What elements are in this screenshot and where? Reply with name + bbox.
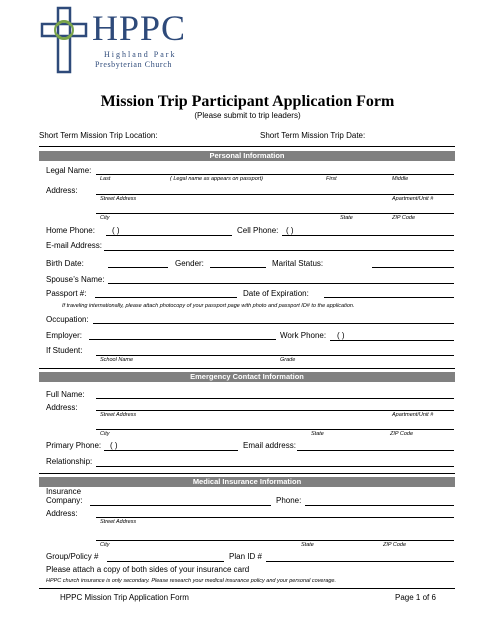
zip-caption: ZIP Code: [390, 431, 414, 437]
home-phone-area: ( ): [112, 226, 120, 235]
group-policy-field[interactable]: [107, 561, 224, 562]
insurance-company-field[interactable]: [90, 505, 271, 506]
school-name-caption: School Name: [100, 357, 134, 363]
employer-label: Employer:: [46, 331, 83, 340]
full-name-field[interactable]: [96, 398, 454, 399]
cross-logo-icon: [40, 6, 88, 74]
plan-id-label: Plan ID #: [229, 552, 262, 561]
logo-name-line2: Presbyterian Church: [95, 60, 172, 69]
marital-status-field[interactable]: [372, 267, 454, 268]
middle-name-caption: Middle: [392, 176, 409, 182]
if-student-label: If Student:: [46, 346, 83, 355]
gender-field[interactable]: [210, 267, 266, 268]
expiration-label: Date of Expiration:: [243, 289, 309, 298]
relationship-field[interactable]: [96, 466, 454, 467]
logo-acronym: HPPC: [92, 8, 187, 48]
insurance-phone-label: Phone:: [276, 496, 302, 505]
birth-date-label: Birth Date:: [46, 259, 84, 268]
state-caption: State: [311, 431, 324, 437]
street-caption: Street Address: [100, 196, 137, 202]
passport-label: Passport #:: [46, 289, 87, 298]
expiration-field[interactable]: [324, 297, 454, 298]
marital-status-label: Marital Status:: [272, 259, 324, 268]
relationship-label: Relationship:: [46, 457, 93, 466]
city-caption: City: [100, 215, 110, 221]
occupation-field[interactable]: [93, 323, 454, 324]
work-phone-area: ( ): [337, 331, 345, 340]
insurance-label-line1: Insurance: [46, 487, 82, 496]
cell-phone-label: Cell Phone:: [237, 226, 279, 235]
apartment-caption: Apartment/Unit #: [392, 412, 434, 418]
form-title: Mission Trip Participant Application Form: [100, 93, 395, 110]
street-caption: Street Address: [100, 519, 137, 525]
occupation-label: Occupation:: [46, 315, 89, 324]
section-divider: [39, 473, 455, 474]
full-name-label: Full Name:: [46, 390, 85, 399]
city-state-zip-field[interactable]: [96, 213, 454, 214]
last-name-caption: Last: [100, 176, 111, 182]
legal-name-label: Legal Name:: [46, 166, 92, 175]
email-label: Email address:: [243, 441, 296, 450]
primary-phone-area: ( ): [110, 441, 118, 450]
passport-field[interactable]: [95, 297, 237, 298]
city-caption: City: [100, 542, 110, 548]
spouse-name-label: Spouse’s Name:: [46, 275, 105, 284]
section-divider: [39, 368, 455, 369]
city-state-zip-field[interactable]: [96, 540, 454, 541]
insurance-card-note: Please attach a copy of both sides of your insurance card: [46, 565, 250, 574]
employer-field[interactable]: [89, 339, 276, 340]
zip-caption: ZIP Code: [392, 215, 416, 221]
state-caption: State: [340, 215, 353, 221]
street-address-field[interactable]: [96, 410, 454, 411]
group-policy-label: Group/Policy #: [46, 552, 99, 561]
work-phone-field[interactable]: [330, 340, 454, 341]
footer-page-number: Page 1 of 6: [395, 593, 436, 602]
work-phone-label: Work Phone:: [280, 331, 327, 340]
address-label: Address:: [46, 509, 78, 518]
insurance-phone-field[interactable]: [305, 505, 454, 506]
cell-phone-area: ( ): [286, 226, 294, 235]
email-field[interactable]: [104, 250, 454, 251]
apartment-caption: Apartment/Unit #: [392, 196, 434, 202]
footer-form-name: HPPC Mission Trip Application Form: [60, 593, 189, 602]
cell-phone-field[interactable]: [282, 235, 454, 236]
trip-location-label: Short Term Mission Trip Location:: [39, 131, 158, 140]
emergency-contact-heading: Emergency Contact Information: [39, 372, 455, 382]
grade-caption: Grade: [280, 357, 296, 363]
primary-phone-field[interactable]: [104, 450, 238, 451]
city-caption: City: [100, 431, 110, 437]
medical-insurance-heading: Medical Insurance Information: [39, 477, 455, 487]
street-address-field[interactable]: [96, 517, 454, 518]
birth-date-field[interactable]: [108, 267, 168, 268]
logo-name-line1: Highland Park: [104, 50, 177, 59]
gender-label: Gender:: [175, 259, 204, 268]
city-state-zip-field[interactable]: [96, 429, 454, 430]
first-name-caption: First: [326, 176, 337, 182]
section-divider: [39, 146, 455, 147]
primary-phone-label: Primary Phone:: [46, 441, 102, 450]
trip-date-label: Short Term Mission Trip Date:: [260, 131, 366, 140]
street-caption: Street Address: [100, 412, 137, 418]
plan-id-field[interactable]: [266, 561, 454, 562]
email-label: E-mail Address:: [46, 241, 103, 250]
street-address-field[interactable]: [96, 194, 454, 195]
address-label: Address:: [46, 186, 78, 195]
footer-divider: [39, 588, 455, 589]
secondary-insurance-note: HPPC church insurance is only secondary. Please research your medical insurance policy and your personal coverage.: [46, 578, 337, 584]
church-logo: [40, 6, 190, 76]
zip-caption: ZIP Code: [383, 542, 407, 548]
email-field[interactable]: [297, 450, 454, 451]
insurance-label-line2: Company:: [46, 496, 83, 505]
legal-name-note: ( Legal name as appears on passport): [170, 176, 263, 182]
state-caption: State: [301, 542, 314, 548]
school-field[interactable]: [96, 355, 454, 356]
personal-info-heading: Personal Information: [39, 151, 455, 161]
address-label: Address:: [46, 403, 78, 412]
passport-note: If traveling internationally, please attach photocopy of your passport page with photo and passport ID# to the application.: [62, 303, 355, 309]
legal-name-field[interactable]: [96, 174, 454, 175]
form-subtitle: (Please submit to trip leaders): [194, 111, 301, 120]
home-phone-field[interactable]: [106, 235, 232, 236]
home-phone-label: Home Phone:: [46, 226, 95, 235]
spouse-name-field[interactable]: [108, 283, 454, 284]
